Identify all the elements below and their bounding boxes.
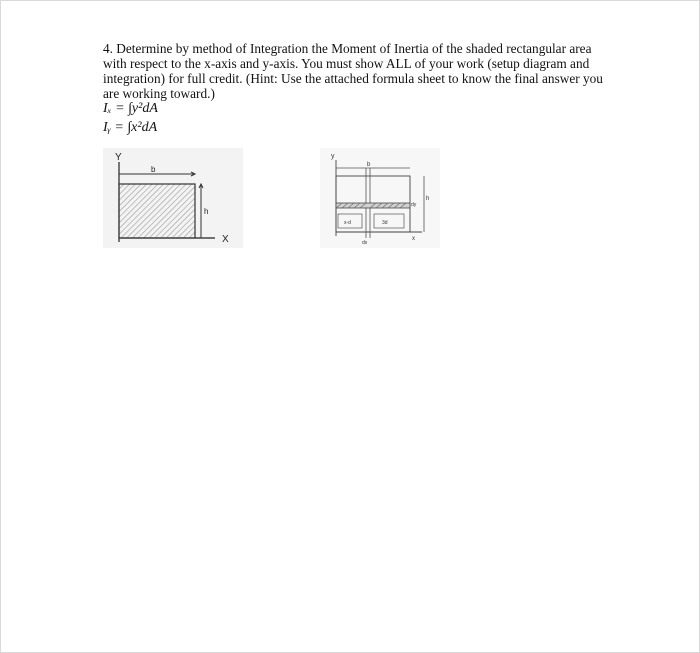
- figure-integration-setup: [320, 148, 440, 248]
- figure-integration-setup-svg: [320, 148, 440, 248]
- figure-shaded-rectangle-svg: [103, 148, 243, 248]
- problem-statement: [103, 41, 603, 101]
- y-axis-label: y: [331, 153, 335, 160]
- h-label: h: [426, 196, 430, 202]
- h-label: h: [204, 207, 209, 216]
- dx-label: dx: [362, 240, 368, 246]
- x-axis-label: X: [222, 234, 229, 245]
- lower-left-box-label: x-d: [344, 220, 351, 226]
- b-label: b: [367, 162, 371, 168]
- formula-block: [103, 99, 158, 137]
- formula-ix: Iₓ = ∫y²dA: [103, 101, 158, 116]
- figure-photo-background: [320, 148, 440, 248]
- lower-right-box-label: 3d: [382, 220, 388, 226]
- dy-label: dy: [411, 202, 417, 208]
- y-axis-label: Y: [115, 152, 122, 163]
- problem-text: 4. Determine by method of Integration the Moment of Inertia of the shaded rectangular area with respect to the x-axis and y-axis. You must show ALL of your work (setup diagram and integration) for full credit. (Hint: Use the attached formula sheet to know the final answer you are working toward.): [103, 41, 603, 101]
- formula-iy: Iᵧ = ∫x²dA: [103, 120, 158, 135]
- b-label: b: [151, 165, 156, 174]
- x-axis-label: x: [412, 236, 415, 242]
- shaded-rectangle: [119, 184, 195, 238]
- figure-shaded-rectangle: [103, 148, 243, 248]
